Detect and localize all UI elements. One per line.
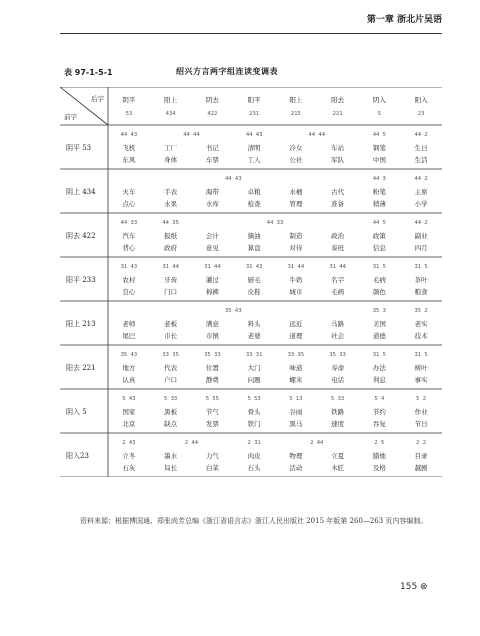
cell-tone-code: 5 53 <box>247 396 261 402</box>
cell-tone-code: 31 5 <box>372 264 386 270</box>
cell-word: 政府 <box>164 244 178 252</box>
cell-tone-code: 31 44 <box>162 264 179 270</box>
cell-word: 社会 <box>331 332 345 340</box>
cell-tone-code: 33 35 <box>162 352 179 358</box>
cell-word: 门口 <box>164 288 178 296</box>
cell-word: 肉皮 <box>247 452 261 460</box>
cell-word: 树叶 <box>414 364 428 372</box>
cell-word: 黑板 <box>164 408 178 416</box>
cell-word: 老实 <box>414 320 428 328</box>
cell-tone-code: 44 43 <box>245 132 263 138</box>
cell-word: 墨水 <box>164 452 178 460</box>
cell-word: 中国 <box>372 156 386 164</box>
cell-word: 牙齿 <box>164 276 178 284</box>
cell-word: 工厂 <box>164 144 178 152</box>
cell-word: 马路 <box>331 320 345 328</box>
row-header: 阴入 5 <box>66 408 87 416</box>
cell-word: 制造 <box>289 232 303 240</box>
cell-tone-code: 31 43 <box>120 264 138 270</box>
cell-word: 火车 <box>122 188 136 196</box>
cell-word: 腊烛 <box>372 452 386 460</box>
cell-word: 静费 <box>205 376 219 384</box>
cell-word: 副业 <box>414 232 428 240</box>
cell-tone-code: 44 5 <box>372 220 386 226</box>
cell-tone-code: 5 4 <box>374 396 385 402</box>
cell-word: 棉裤 <box>205 288 219 296</box>
corner-label-bottom: 前字 <box>64 113 77 121</box>
cell-word: 粮食 <box>414 288 428 296</box>
cell-word: 地方 <box>122 364 136 372</box>
cell-tone-code: 33 31 <box>245 352 263 358</box>
cell-word: 立夏 <box>331 452 345 460</box>
cell-word: 技术 <box>414 332 428 340</box>
column-header-code: 215 <box>290 111 301 117</box>
cell-word: 目录 <box>414 452 428 460</box>
cell-word: 白菜 <box>205 464 219 472</box>
cell-word: 古代 <box>331 188 345 196</box>
cell-word: 生日 <box>414 144 428 152</box>
cell-word: 味道 <box>289 364 303 372</box>
cell-word: 黑马 <box>289 420 303 428</box>
cell-tone-code: 35 33 <box>204 352 221 358</box>
cell-word: 小学 <box>414 200 428 208</box>
cell-word: 寿命 <box>331 364 345 372</box>
cell-word: 利息 <box>372 376 386 384</box>
cell-word: 电话 <box>331 376 345 384</box>
row-header: 阳上 213 <box>66 320 96 328</box>
cell-word: 速度 <box>331 420 345 428</box>
cell-word: 办法 <box>372 364 386 372</box>
cell-word: 物理 <box>289 452 303 460</box>
cell-word: 美国 <box>372 320 386 328</box>
cell-tone-code: 35 43 <box>120 352 138 358</box>
cell-word: 信息 <box>372 244 386 252</box>
row-header: 阴平 53 <box>66 144 92 152</box>
cell-word: 政策 <box>372 232 386 240</box>
cell-word: 卓粮 <box>247 188 261 196</box>
cell-word: 钢笔 <box>372 144 386 152</box>
cell-word: 大门 <box>247 364 261 372</box>
cell-tone-code: 5 43 <box>122 396 136 402</box>
cell-word: 问题 <box>247 376 261 384</box>
cell-tone-code: 44 43 <box>224 176 242 182</box>
header-rule <box>60 33 442 34</box>
cell-word: 螺米 <box>289 376 303 384</box>
cell-word: 车站 <box>331 144 345 152</box>
row-header: 阳平 233 <box>66 276 96 284</box>
cell-word: 军队 <box>331 156 345 164</box>
cell-tone-code: 31 44 <box>204 264 221 270</box>
cell-tone-code: 2 44 <box>184 440 199 446</box>
cell-word: 会计 <box>205 232 219 240</box>
cell-word: 远近 <box>289 320 303 328</box>
cell-word: 道德 <box>372 332 386 340</box>
cell-word: 汽车 <box>122 232 136 240</box>
cell-tone-code: 35 43 <box>224 308 242 314</box>
cell-word: 海带 <box>205 188 219 196</box>
cell-word: 吞复 <box>372 420 386 428</box>
page-number: 155 ⊗ <box>400 582 428 592</box>
cell-word: 农村 <box>122 276 136 284</box>
cell-tone-code: 31 44 <box>329 264 346 270</box>
column-header-name: 阳平 <box>247 96 261 104</box>
cell-tone-code: 35 33 <box>329 352 346 358</box>
column-header-code: 434 <box>165 111 176 117</box>
row-header: 阳入23 <box>66 452 89 460</box>
cell-word: 准备 <box>331 200 345 208</box>
cell-word: 皮鞋 <box>247 288 261 296</box>
cell-tone-code: 31 5 <box>414 264 428 270</box>
cell-word: 水库 <box>205 200 219 208</box>
tone-sandhi-table <box>60 87 442 477</box>
cell-word: 管理 <box>289 200 303 208</box>
cell-tone-code: 44 2 <box>414 132 428 138</box>
cell-word: 石头 <box>247 464 261 472</box>
cell-word: 水果 <box>164 200 178 208</box>
cell-tone-code: 5 2 <box>416 396 427 402</box>
cell-tone-code: 44 3 <box>372 176 386 182</box>
column-header-code: 23 <box>417 111 425 117</box>
column-header-code: 53 <box>125 111 133 117</box>
cell-word: 作业 <box>414 408 428 416</box>
cell-word: 书记 <box>205 144 219 152</box>
cell-word: 毛病 <box>372 276 386 284</box>
cell-word: 工人 <box>247 156 261 164</box>
column-header-name: 阴入 <box>372 96 386 104</box>
cell-tone-code: 31 5 <box>372 352 386 358</box>
cell-word: 节气 <box>205 408 219 416</box>
cell-word: 铁路 <box>331 408 345 416</box>
cell-word: 东风 <box>122 156 136 164</box>
cell-word: 尾巴 <box>122 332 136 340</box>
row-header: 阴去 422 <box>66 232 96 240</box>
cell-word: 老师 <box>122 320 136 328</box>
cell-word: 算盘 <box>247 244 261 252</box>
table-number: 表 97-1-5-1 <box>64 68 113 77</box>
cell-tone-code: 44 5 <box>372 132 386 138</box>
cell-tone-code: 2 5 <box>374 440 385 446</box>
cell-tone-code: 5 33 <box>331 396 345 402</box>
cell-word: 力气 <box>205 452 219 460</box>
column-header-name: 阴去 <box>205 96 219 104</box>
column-header-code: 5 <box>377 111 382 117</box>
cell-tone-code: 31 44 <box>287 264 305 270</box>
cell-word: 道理 <box>289 332 303 340</box>
column-header-code: 231 <box>249 111 260 117</box>
cell-tone-code: 5 13 <box>289 396 303 402</box>
cell-tone-code: 35 3 <box>372 308 386 314</box>
cell-word: 冷女 <box>289 144 303 152</box>
cell-word: 名字 <box>331 276 345 284</box>
cell-word: 局长 <box>164 464 178 472</box>
cell-word: 市长 <box>164 332 178 340</box>
cell-word: 厨毛 <box>247 276 261 284</box>
cell-word: 灌过 <box>205 276 219 284</box>
cell-word: 谷雨 <box>289 408 303 416</box>
cell-word: 飞机 <box>122 144 136 152</box>
cell-tone-code: 44 2 <box>414 176 428 182</box>
cell-word: 城市 <box>289 288 303 296</box>
cell-tone-code: 33 35 <box>287 352 305 358</box>
cell-word: 及格 <box>372 464 386 472</box>
cell-word: 水桶 <box>289 188 303 196</box>
cell-word: 意见 <box>205 244 219 252</box>
cell-word: 认真 <box>122 376 136 384</box>
cell-word: 点心 <box>122 200 136 208</box>
cell-word: 牛奶 <box>289 276 303 284</box>
cell-word: 生活 <box>414 156 428 164</box>
cell-word: 稍薄 <box>372 200 386 208</box>
column-header-code: 422 <box>207 111 218 117</box>
cell-tone-code: 44 33 <box>266 220 284 226</box>
cell-word: 主席 <box>414 188 428 196</box>
cell-word: 摘油 <box>247 232 261 240</box>
column-header-name: 阴平 <box>122 96 136 104</box>
cell-word: 立冬 <box>122 452 136 460</box>
cell-word: 缺点 <box>164 420 178 428</box>
cell-word: 骨头 <box>247 408 261 416</box>
cell-word: 节约 <box>372 408 386 416</box>
cell-word: 户口 <box>164 376 178 384</box>
cell-word: 手表 <box>164 188 178 196</box>
column-header-code: 221 <box>332 111 343 117</box>
cell-word: 料头 <box>247 320 261 328</box>
cell-word: 铁门 <box>247 420 261 428</box>
cell-tone-code: 44 44 <box>308 132 326 138</box>
corner-label-top: 后字 <box>91 95 104 103</box>
cell-word: 良心 <box>122 288 136 296</box>
cell-word: 发票 <box>205 420 219 428</box>
cell-word: 对待 <box>289 244 303 252</box>
cell-tone-code: 2 44 <box>310 440 324 446</box>
chapter-header: 第一章 浙北片吴语 <box>366 15 442 25</box>
cell-word: 满意 <box>205 320 219 328</box>
cell-word: 越剧 <box>414 464 428 472</box>
cell-word: 政治 <box>331 232 345 240</box>
column-header-name: 阳上 <box>289 96 303 104</box>
cell-word: 国家 <box>122 408 136 416</box>
cell-word: 活动 <box>289 464 303 472</box>
cell-word: 身体 <box>164 156 178 164</box>
cell-tone-code: 2 2 <box>416 440 427 446</box>
row-header: 阴上 434 <box>66 188 96 196</box>
cell-word: 检查 <box>247 200 261 208</box>
cell-tone-code: 44 35 <box>162 220 179 226</box>
cell-tone-code: 35 2 <box>414 308 428 314</box>
cell-tone-code: 31 5 <box>414 352 428 358</box>
cell-word: 市镇 <box>205 332 219 340</box>
cell-tone-code: 31 43 <box>245 264 263 270</box>
column-header-name: 阳上 <box>164 96 178 104</box>
cell-tone-code: 2 43 <box>122 440 136 446</box>
cell-tone-code: 5 55 <box>205 396 219 402</box>
cell-word: 公社 <box>289 156 303 164</box>
cell-word: 茶叶 <box>414 276 428 284</box>
cell-word: 泰班 <box>331 244 345 252</box>
cell-word: 老婆 <box>247 332 261 340</box>
cell-word: 位置 <box>205 364 219 372</box>
cell-word: 毛病 <box>331 288 345 296</box>
cell-word: 北京 <box>122 420 136 428</box>
cell-word: 清明 <box>247 144 261 152</box>
table-title: 绍兴方言两字组连读变调表 <box>176 67 278 76</box>
row-header: 阳去 221 <box>66 364 96 372</box>
source-note: 资料来源：根据傅国通、郑张尚芳总编《浙江省语言志》浙江人民出版社 2015 年版第 260—263 页内容编制。 <box>80 517 428 525</box>
cell-word: 背心 <box>122 244 136 252</box>
cell-word: 代表 <box>164 364 178 372</box>
cell-tone-code: 44 33 <box>120 220 138 226</box>
cell-word: 石灰 <box>122 464 136 472</box>
cell-word: 车票 <box>205 156 219 164</box>
column-header-name: 阳去 <box>331 96 345 104</box>
cell-word: 四月 <box>414 244 428 252</box>
cell-tone-code: 44 43 <box>120 132 138 138</box>
cell-tone-code: 44 44 <box>183 132 200 138</box>
cell-tone-code: 44 2 <box>414 220 428 226</box>
cell-word: 颜色 <box>372 288 386 296</box>
cell-word: 节日 <box>414 420 428 428</box>
cell-word: 粉笔 <box>372 188 386 196</box>
cell-word: 木匠 <box>331 464 345 472</box>
cell-word: 老板 <box>164 320 178 328</box>
cell-word: 报纸 <box>164 232 178 240</box>
cell-word: 事实 <box>414 376 428 384</box>
cell-tone-code: 2 31 <box>247 440 261 446</box>
cell-tone-code: 5 33 <box>164 396 178 402</box>
column-header-name: 阳入 <box>414 96 428 104</box>
